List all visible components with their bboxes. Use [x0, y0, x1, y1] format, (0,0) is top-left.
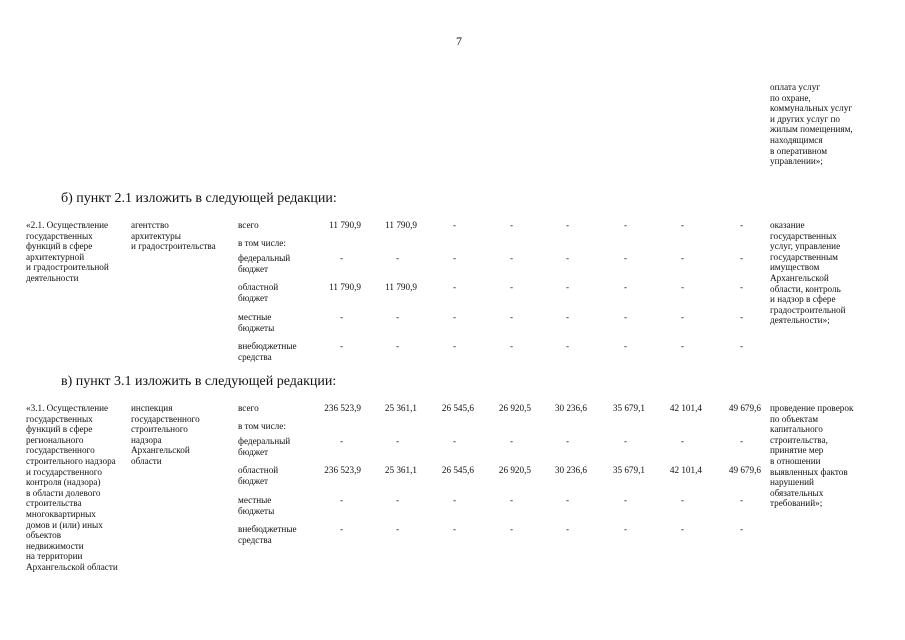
- funding-value-cell: -: [339, 341, 343, 351]
- expected-result-line: принятие мер: [770, 445, 824, 456]
- funding-source-label-line: в том числе:: [238, 421, 286, 431]
- funding-value-cell: 25 361,1: [384, 403, 417, 413]
- funding-source-label-line: внебюджетные: [238, 524, 297, 534]
- measure-name-line: «3.1. Осуществление: [26, 403, 109, 413]
- funding-value-cell: -: [680, 253, 684, 263]
- funding-value-cell: -: [395, 436, 399, 446]
- funding-source-label-line: в том числе:: [238, 238, 286, 248]
- measure-name-line: государственных: [26, 230, 93, 241]
- funding-source-label-line: местные: [238, 312, 272, 322]
- expected-result-line: Архангельской: [770, 272, 829, 283]
- measure-name-line: строительного надзора: [26, 455, 116, 466]
- funding-value-cell: -: [623, 220, 627, 230]
- executor: [131, 403, 235, 467]
- measure-name-line: строительства: [26, 498, 82, 509]
- executor: [131, 220, 235, 252]
- funding-value-cell: -: [680, 524, 684, 534]
- funding-value-cell: -: [395, 341, 399, 351]
- executor-line: Архангельской: [131, 445, 190, 456]
- expected-result-line: государственных: [770, 230, 837, 241]
- expected-result-line: обязательных: [770, 487, 824, 498]
- expected-result-line: градостроительной: [770, 304, 846, 315]
- expected-result-line: строительства,: [770, 434, 828, 445]
- funding-value-cell: -: [565, 312, 569, 322]
- measure-name-line: и государственного: [26, 466, 102, 477]
- measure-name-line: государственных: [26, 413, 93, 424]
- funding-value-cell: -: [739, 282, 743, 292]
- executor-line: инспекция: [131, 403, 173, 413]
- expected-result-line: проведение проверок: [770, 403, 854, 413]
- funding-value-cell: 42 101,4: [669, 465, 702, 475]
- funding-source-label-line: внебюджетные: [238, 341, 297, 351]
- executor-line: области: [131, 455, 162, 466]
- funding-source-label-line: бюджет: [238, 446, 269, 457]
- funding-value-cell: 42 101,4: [669, 403, 702, 413]
- result-text-line: коммунальных услуг: [770, 103, 853, 114]
- executor-line: строительного: [131, 424, 188, 435]
- funding-source-label-line: федеральный: [238, 253, 291, 263]
- funding-value-cell: -: [680, 312, 684, 322]
- executor-line: надзора: [131, 434, 162, 445]
- measure-name-line: многоквартирных: [26, 508, 96, 519]
- funding-source-label-line: бюджет: [238, 475, 269, 486]
- funding-source-label-line: бюджеты: [238, 505, 275, 516]
- funding-value-cell: -: [395, 253, 399, 263]
- measure-name-line: «2.1. Осуществление: [26, 220, 109, 230]
- result-text-line: управлении»;: [770, 156, 823, 167]
- result-text-line: в оперативном: [770, 145, 828, 156]
- funding-value-cell: 26 545,6: [441, 465, 474, 475]
- funding-value-cell: -: [509, 524, 513, 534]
- funding-value-cell: -: [339, 312, 343, 322]
- expected-result-line: нарушений: [770, 477, 814, 488]
- funding-value-cell: -: [565, 253, 569, 263]
- funding-value-cell: 11 790,9: [385, 282, 417, 292]
- result-text-line: оплата услуг: [770, 82, 821, 92]
- executor-line: и градостроительства: [131, 241, 216, 252]
- measure-name-line: на территории: [26, 551, 83, 562]
- funding-value-cell: 26 920,5: [498, 465, 531, 475]
- funding-value-cell: -: [565, 436, 569, 446]
- measure-name-line: в области долевого: [26, 487, 101, 498]
- funding-value-cell: 236 523,9: [324, 465, 361, 475]
- funding-value-cell: -: [509, 312, 513, 322]
- funding-source-label-line: бюджет: [238, 263, 269, 274]
- result-text-line: по охране,: [770, 92, 811, 103]
- funding-value-cell: -: [680, 341, 684, 351]
- funding-value-cell: 49 679,6: [728, 403, 761, 413]
- funding-value-cell: -: [565, 282, 569, 292]
- funding-value-cell: -: [739, 524, 743, 534]
- funding-value-cell: 26 545,6: [441, 403, 474, 413]
- funding-value-cell: -: [452, 495, 456, 505]
- funding-value-cell: -: [452, 341, 456, 351]
- funding-value-cell: -: [452, 253, 456, 263]
- funding-source-label-line: областной: [238, 282, 279, 292]
- expected-result-line: имуществом: [770, 262, 820, 273]
- section-v-heading: в) пункт 3.1 изложить в следующей редакции:: [61, 374, 337, 389]
- funding-value-cell: -: [739, 436, 743, 446]
- expected-result-line: оказание: [770, 220, 805, 230]
- funding-value-cell: -: [623, 524, 627, 534]
- funding-value-cell: -: [623, 253, 627, 263]
- funding-value-cell: -: [739, 253, 743, 263]
- funding-value-cell: -: [565, 341, 569, 351]
- funding-value-cell: -: [623, 495, 627, 505]
- funding-value-cell: -: [509, 282, 513, 292]
- measure-name: [26, 403, 136, 573]
- funding-source-label-line: средства: [238, 534, 272, 545]
- funding-value-cell: -: [680, 220, 684, 230]
- measure-name-line: контроля (надзора): [26, 477, 101, 488]
- funding-source-label: [238, 238, 316, 249]
- funding-source-label-line: бюджет: [238, 292, 269, 303]
- funding-source-label-line: всего: [238, 403, 259, 413]
- funding-value-cell: -: [339, 524, 343, 534]
- funding-value-cell: -: [452, 436, 456, 446]
- funding-value-cell: -: [739, 341, 743, 351]
- measure-name: [26, 220, 136, 284]
- funding-value-cell: 35 679,1: [612, 465, 645, 475]
- funding-value-cell: 30 236,6: [554, 465, 587, 475]
- funding-value-cell: -: [452, 282, 456, 292]
- funding-value-cell: -: [452, 220, 456, 230]
- expected-result-line: в отношении: [770, 455, 821, 466]
- expected-result-line: требований»;: [770, 498, 823, 509]
- funding-value-cell: -: [739, 495, 743, 505]
- funding-value-cell: -: [339, 253, 343, 263]
- funding-value-cell: -: [680, 282, 684, 292]
- result-text-line: и других услуг по: [770, 113, 840, 124]
- funding-value-cell: -: [339, 436, 343, 446]
- executor-line: агентство: [131, 220, 169, 230]
- funding-value-cell: -: [509, 341, 513, 351]
- funding-value-cell: 11 790,9: [329, 282, 361, 292]
- expected-result-line: государственным: [770, 251, 838, 262]
- funding-value-cell: -: [395, 524, 399, 534]
- funding-value-cell: 49 679,6: [728, 465, 761, 475]
- funding-value-cell: -: [623, 312, 627, 322]
- funding-source-label-line: бюджеты: [238, 322, 275, 333]
- expected-result-line: области, контроль: [770, 283, 841, 294]
- expected-result-line: деятельности»;: [770, 315, 830, 326]
- funding-value-cell: -: [739, 312, 743, 322]
- funding-value-cell: -: [509, 253, 513, 263]
- measure-name-line: архитектурной: [26, 251, 85, 262]
- measure-name-line: деятельности: [26, 272, 79, 283]
- funding-value-cell: 35 679,1: [612, 403, 645, 413]
- funding-source-label-line: всего: [238, 220, 259, 230]
- funding-value-cell: -: [395, 312, 399, 322]
- measure-name-line: недвижимости: [26, 540, 84, 551]
- expected-result-line: и надзор в сфере: [770, 294, 836, 305]
- funding-value-cell: -: [452, 524, 456, 534]
- funding-source-label-line: местные: [238, 495, 272, 505]
- measure-name-line: функций в сфере: [26, 424, 93, 435]
- result-text-line: жилым помещениям,: [770, 124, 853, 135]
- funding-value-cell: -: [623, 282, 627, 292]
- expected-result-line: выявленных фактов: [770, 466, 848, 477]
- page-number: 7: [456, 34, 462, 48]
- funding-value-cell: 30 236,6: [554, 403, 587, 413]
- funding-source-label: [238, 421, 316, 432]
- funding-value-cell: -: [739, 220, 743, 230]
- funding-value-cell: 11 790,9: [329, 220, 361, 230]
- funding-value-cell: -: [565, 495, 569, 505]
- measure-name-line: функций в сфере: [26, 241, 93, 252]
- funding-value-cell: -: [509, 436, 513, 446]
- funding-value-cell: -: [509, 495, 513, 505]
- funding-value-cell: 26 920,5: [498, 403, 531, 413]
- expected-result: [770, 220, 895, 326]
- measure-name-line: и градостроительной: [26, 262, 109, 273]
- funding-value-cell: -: [623, 341, 627, 351]
- result-text-line: находящимся: [770, 134, 823, 145]
- expected-result-line: по объектам: [770, 413, 819, 424]
- funding-value-cell: -: [565, 524, 569, 534]
- funding-value-cell: -: [623, 436, 627, 446]
- expected-result-line: капитального: [770, 424, 823, 435]
- funding-value-cell: 25 361,1: [384, 465, 417, 475]
- section-b-heading: б) пункт 2.1 изложить в следующей редакции:: [61, 191, 337, 206]
- funding-value-cell: -: [395, 495, 399, 505]
- measure-name-line: Архангельской области: [26, 561, 118, 572]
- funding-value-cell: -: [680, 495, 684, 505]
- measure-name-line: объектов: [26, 530, 62, 541]
- funding-value-cell: -: [565, 220, 569, 230]
- executor-line: архитектуры: [131, 230, 181, 241]
- measure-name-line: регионального: [26, 434, 84, 445]
- funding-value-cell: -: [339, 495, 343, 505]
- funding-source-label-line: областной: [238, 465, 279, 475]
- previous-row-result-text: [770, 82, 890, 167]
- funding-value-cell: 11 790,9: [385, 220, 417, 230]
- funding-source-label-line: средства: [238, 351, 272, 362]
- funding-value-cell: -: [680, 436, 684, 446]
- expected-result: [770, 403, 895, 509]
- funding-source-label-line: федеральный: [238, 436, 291, 446]
- executor-line: государственного: [131, 413, 200, 424]
- expected-result-line: услуг, управление: [770, 241, 841, 252]
- funding-value-cell: 236 523,9: [324, 403, 361, 413]
- funding-value-cell: -: [452, 312, 456, 322]
- measure-name-line: государственного: [26, 445, 95, 456]
- measure-name-line: домов и (или) иных: [26, 519, 103, 530]
- funding-value-cell: -: [509, 220, 513, 230]
